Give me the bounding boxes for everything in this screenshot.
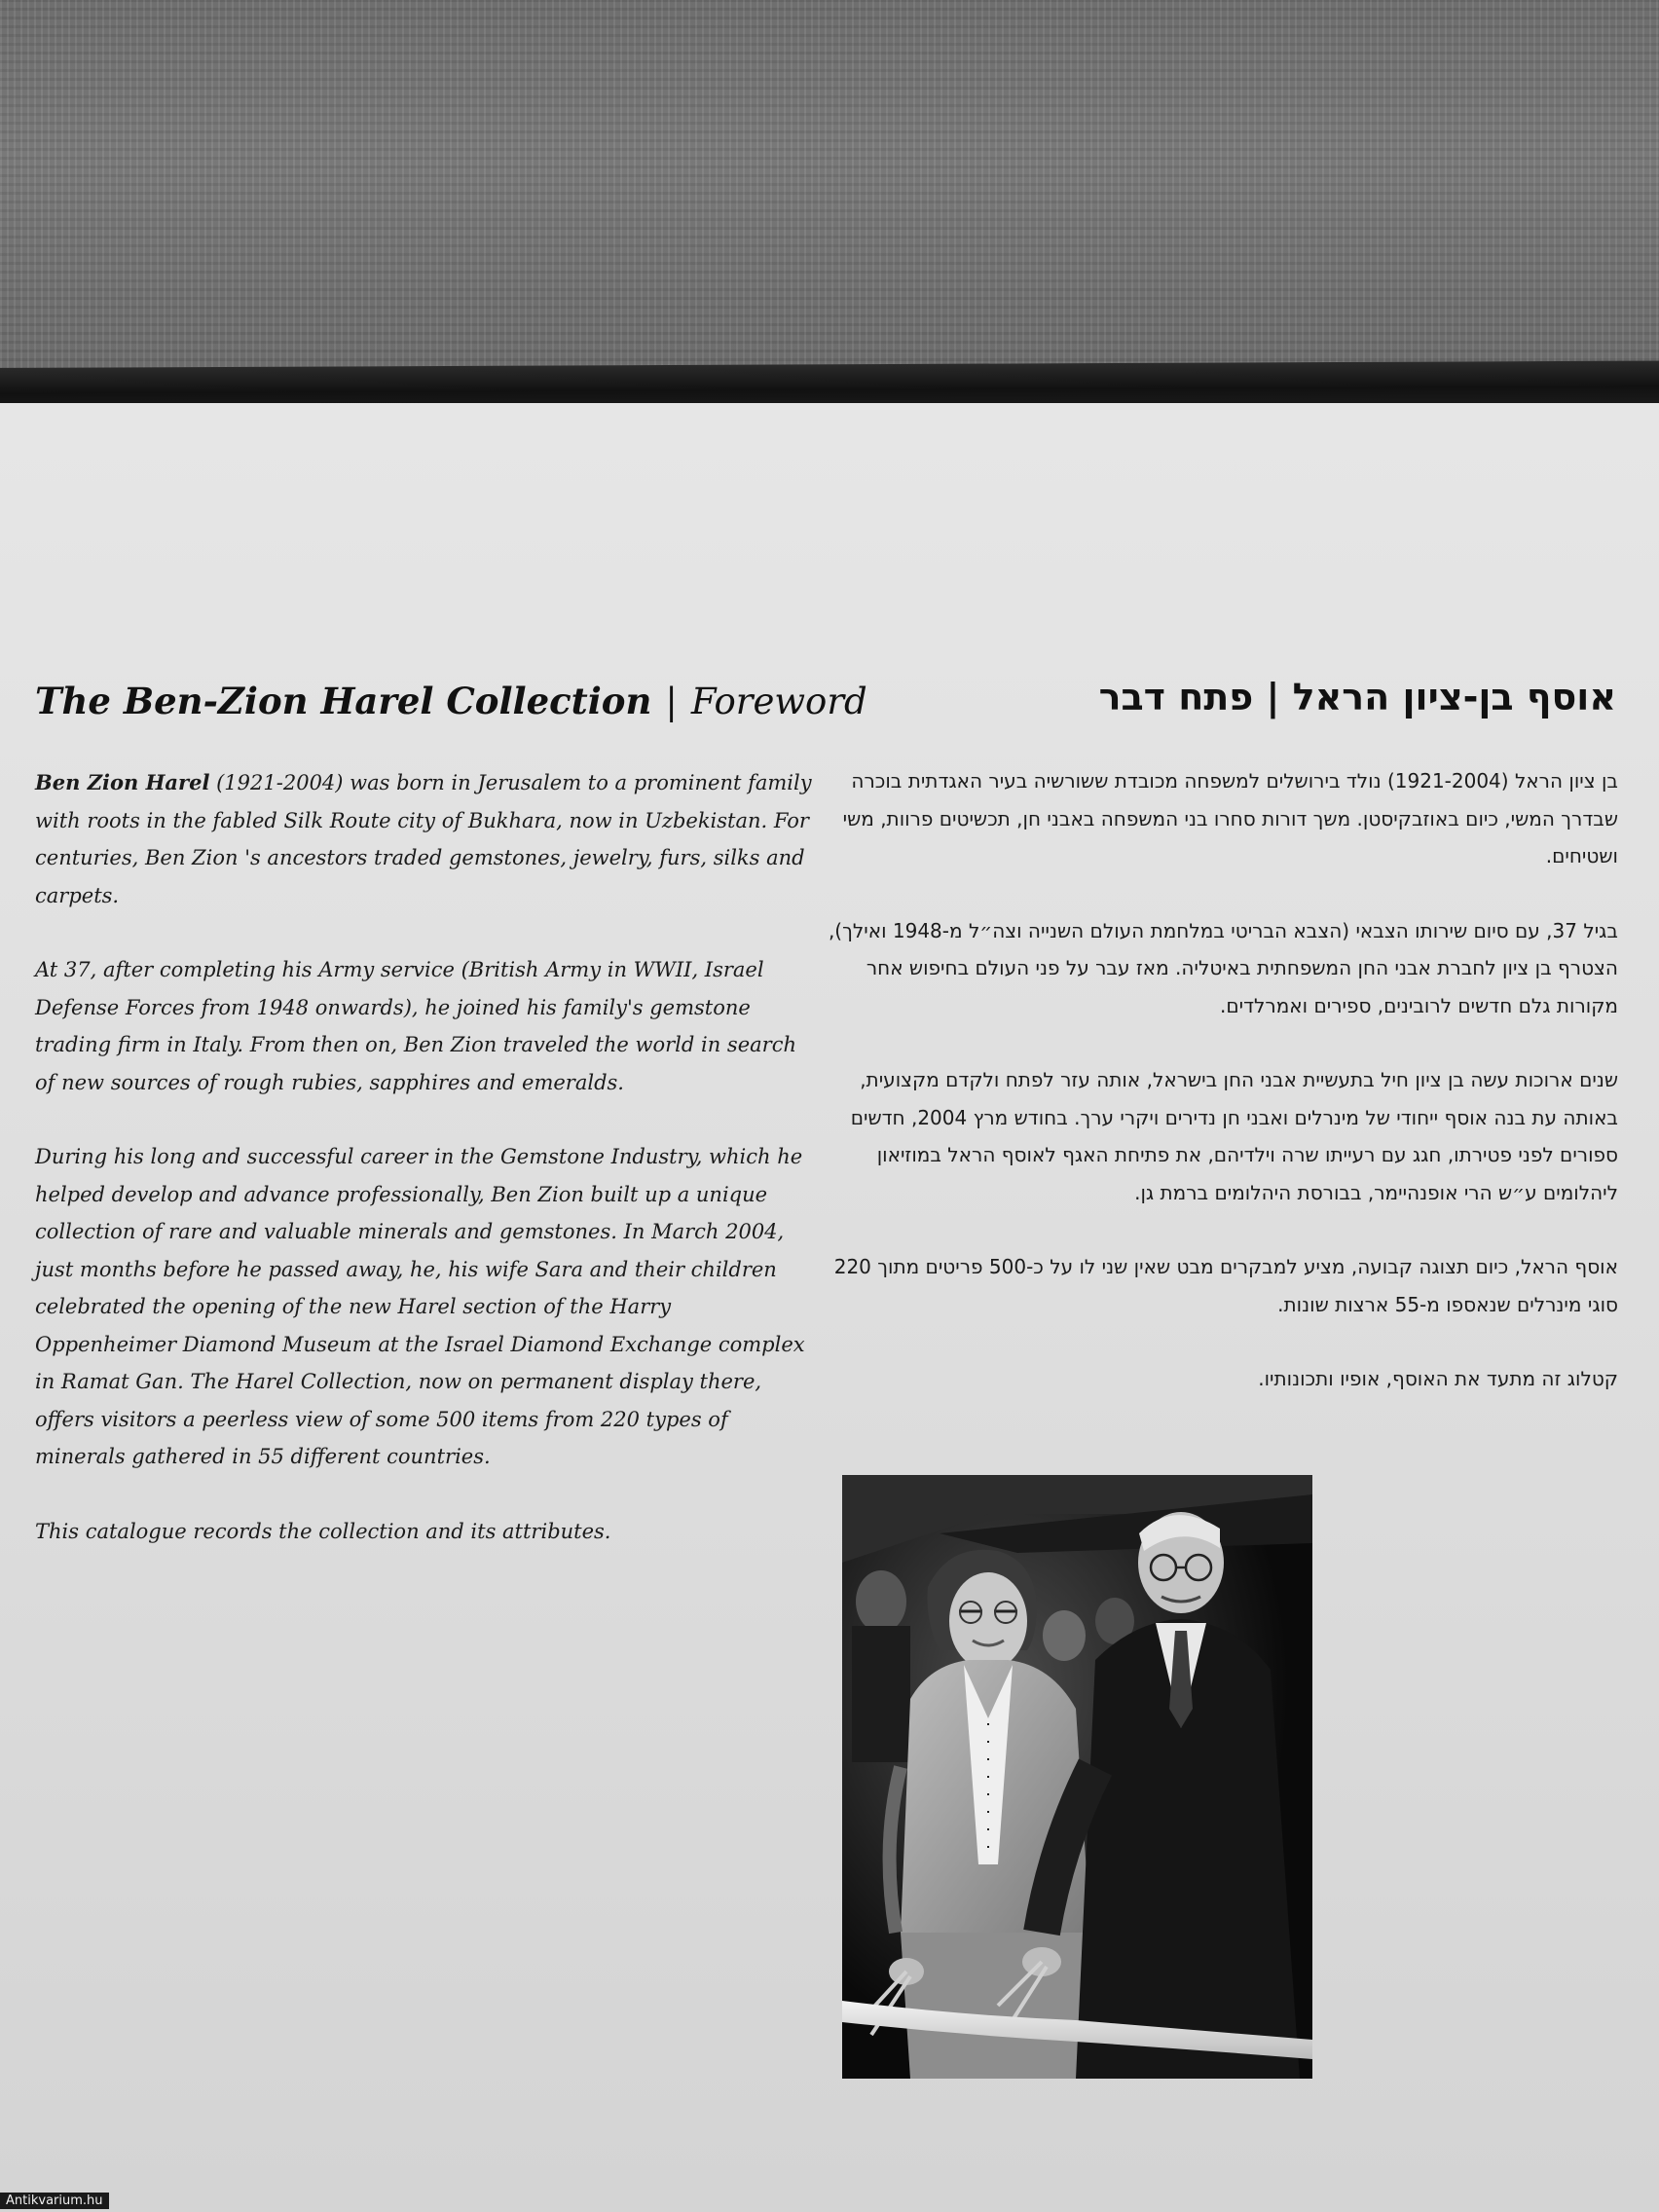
english-paragraph-4: This catalogue records the collection and its attributes. bbox=[35, 1519, 611, 1543]
ribbon-cutting-photo bbox=[842, 1475, 1312, 2079]
english-paragraph-3: During his long and successful career in the Gemstone Industry, which he helped develop and advance professionally, Ben Zion built up a unique collection of rare and valuable minerals and gemstones. In March 2004, just months before he passed away, he, his wife Sara and their children celebrated the opening of the new Harel section of the Harry Oppenheimer Diamond Museum at the Israel Diamond Exchange complex in Ramat Gan. The Harel Collection, now on permanent display there, offers visitors a peerless view of some 500 items from 220 types of minerals gathered in 55 different countries. bbox=[35, 1145, 805, 1468]
hebrew-paragraph-5: קטלוג זה מתעד את האוסף, אופיו ותכונותיו. bbox=[1258, 1367, 1618, 1390]
photo-illustration bbox=[842, 1475, 1312, 2079]
section-title: Foreword bbox=[690, 681, 867, 722]
title-separator: | bbox=[665, 681, 678, 722]
english-paragraph-1-text: (1921-2004) was born in Jerusalem to a prominent family with roots in the fabled Silk Route city of Bukhara, now in Uzbekistan. For centuries, Ben Zion 's ancestors traded gemstones, jewelry, furs, silks and carpets. bbox=[35, 771, 812, 907]
hebrew-paragraph-1: בן ציון הראל (1921-2004) נולד בירושלים למשפחה מכובדת ששורשיה בעיר האגדתית בוכרה שבדרך המשי, כיום באוזבקיסטן. משך דורות סחרו בני המשפחה באבני חן, תכשיטים פרוות, משי ושטיחים. bbox=[842, 769, 1618, 867]
hebrew-column bbox=[810, 762, 1618, 1435]
background-surface bbox=[0, 0, 1659, 387]
hebrew-paragraph-2: בגיל 37, עם סיום שירותו הצבאי (הצבא הבריטי במלחמת העולם השנייה וצה״ל מ-1948 ואילך), הצטרף בן ציון לחברת אבני החן המשפחתית באיטליה. מאז עבר על פני העולם בחיפוש אחר מקורות גלם חדשים לרובינים, ספירים ואמרלדים. bbox=[828, 918, 1618, 1017]
hebrew-paragraph-4: אוסף הראל, כיום תצוגה קבועה, מציע למבקרים מבט שאין שני לו על כ-500 פריטים מתוך 220 סוגי מינרלים שנאספו מ-55 ארצות שונות. bbox=[833, 1255, 1618, 1316]
hebrew-heading: אוסף בן-ציון הראל | פתח דבר bbox=[1098, 676, 1616, 719]
english-heading bbox=[35, 680, 867, 722]
collection-title: The Ben-Zion Harel Collection bbox=[35, 680, 652, 722]
person-name: Ben Zion Harel bbox=[35, 770, 210, 794]
english-paragraph-1 bbox=[35, 764, 814, 914]
english-column bbox=[35, 764, 814, 1587]
site-watermark: Antikvarium.hu bbox=[0, 2193, 109, 2209]
hebrew-paragraph-3: שנים ארוכות עשה בן ציון חיל בתעשיית אבני החן בישראל, אותה עזר לפתח ולקדם מקצועית, באותה עת בנה אוסף ייחודי של מינרלים ואבני חן נדירים ויקרי ערך. בחודש מרץ 2004, חדשים ספורים לפני פטירתו, חגג עם רעייתו שרה וילדיהם, את פתיחת האגף לאוסף הראל במוזיאון ליהלומים ע״ש הרי אופנהיימר, בבורסת היהלומים ברמת גן. bbox=[850, 1068, 1618, 1204]
english-paragraph-2: At 37, after completing his Army service (British Army in WWII, Israel Defense Forces from 1948 onwards), he joined his family's gemstone trading firm in Italy. From then on, Ben Zion traveled the world in search of new sources of rough rubies, sapphires and emeralds. bbox=[35, 958, 796, 1094]
